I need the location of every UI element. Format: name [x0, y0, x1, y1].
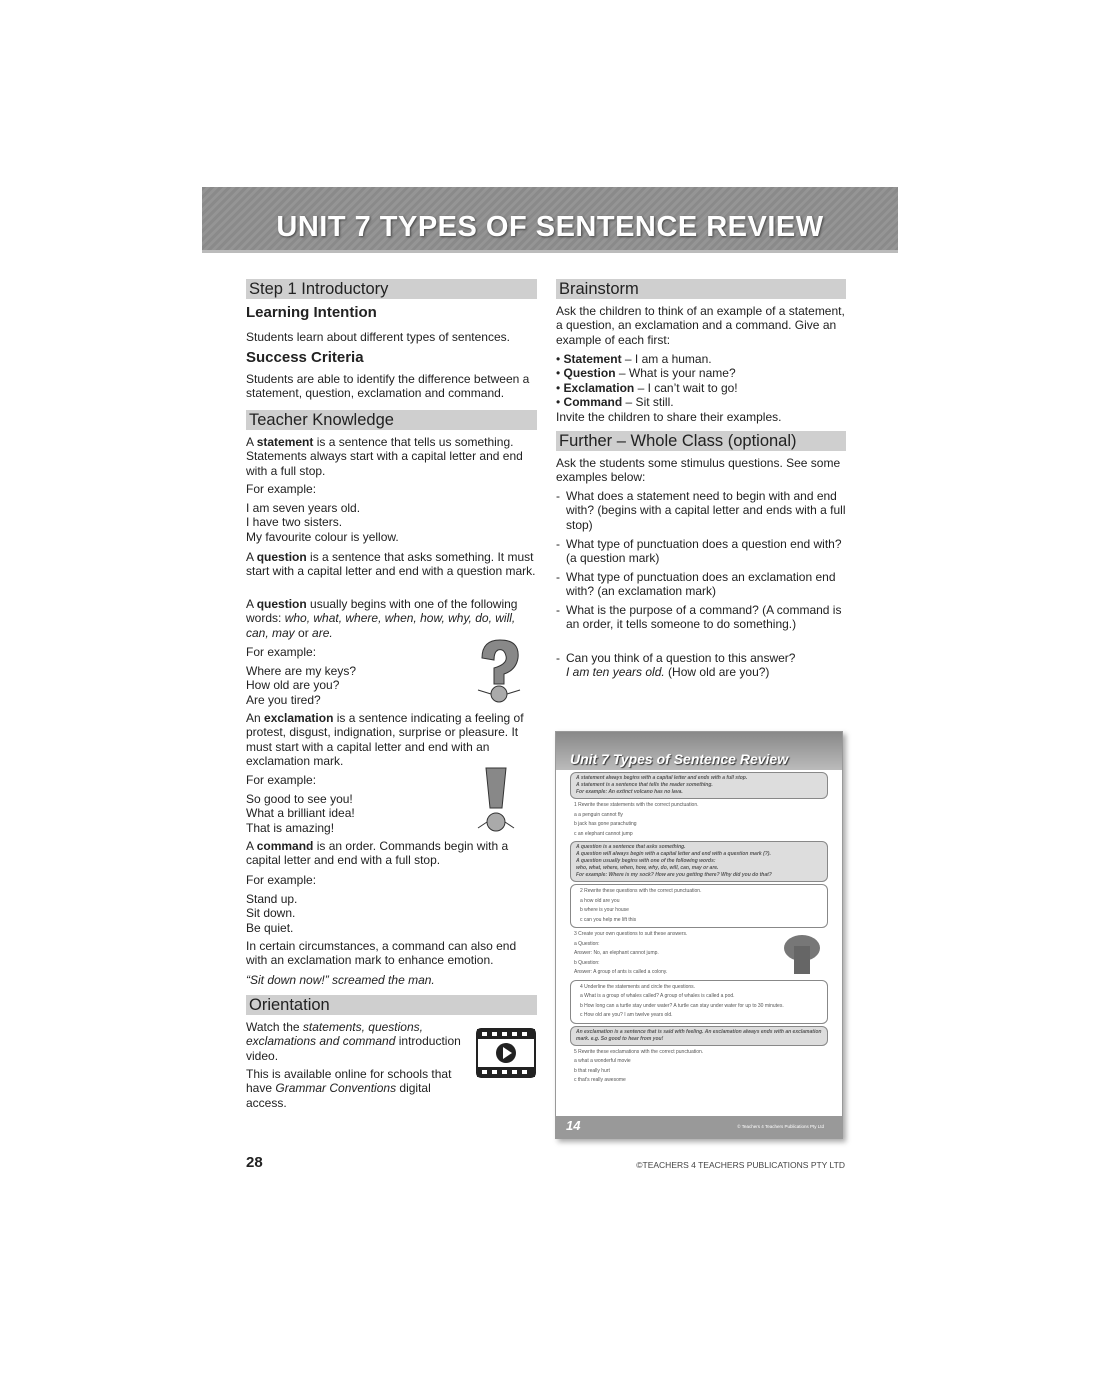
footer-copyright: ©TEACHERS 4 TEACHERS PUBLICATIONS PTY LTD [636, 1160, 845, 1170]
circumstances-text: In certain circumstances, a command can also end with an exclamation mark to enhance emotion. [246, 939, 517, 968]
watch-text: Watch the statements, questions, exclamations and command introduction video. [246, 1020, 461, 1063]
bullet-item: • Exclamation – I can’t wait to go! [556, 380, 738, 395]
exclamation-examples: So good to see you! What a brilliant idea! That is amazing! [246, 792, 355, 835]
exercise-item: b Question: [574, 959, 600, 966]
brainstorm-text: Ask the children to think of an example of a statement, a question, an exclamation and a command. Give an example of each first: [556, 304, 845, 347]
page-title: UNIT 7 TYPES OF SENTENCE REVIEW [276, 211, 824, 243]
elephant-icon [782, 932, 822, 976]
available-text: This is available online for schools that have Grammar Conventions digital access. [246, 1067, 452, 1110]
question-words: A question usually begins with one of the following words: who, what, where, when, how, why, do, will, can, may or are. [246, 597, 518, 640]
exercise-4-box: 4 Underline the statements and circle the questions. a What is a group of whales called? A group of whales is called a pod. b How long can a turtle stay under water? A turtle can stay under water for up to 30 minutes. c How old are you? I am twelve years old. [570, 980, 828, 1024]
statement-definition: A statement is a sentence that tells us something. Statements always start with a capital letter and end with a full stop. [246, 435, 523, 478]
learning-intention-text: Students learn about different types of sentences. [246, 330, 510, 344]
for-example-label: For example: [246, 773, 317, 787]
further-text: Ask the students some stimulus questions. See some examples below: [556, 456, 841, 485]
exercise-item: b that really hurt [574, 1067, 610, 1074]
dash-item: - What does a statement need to begin with and end with? (begins with a capital letter and ends with a full stop) [556, 489, 846, 532]
question-definition: A question is a sentence that asks something. It must start with a capital letter and end with a question mark. [246, 550, 536, 579]
exercise-3: 3 Create your own questions to suit these answers. [574, 931, 688, 937]
command-definition: A command is an order. Commands begin with a capital letter and end with a full stop. [246, 839, 509, 868]
exercise-5: 5 Rewrite these exclamations with the correct punctuation. [574, 1048, 704, 1055]
worksheet-thumbnail [555, 731, 843, 1139]
exercise-item: c an elephant cannot jump [574, 830, 633, 837]
bullet-item: • Question – What is your name? [556, 366, 736, 381]
for-example-label: For example: [246, 873, 317, 887]
for-example-label: For example: [246, 482, 317, 496]
video-play-icon[interactable] [476, 1028, 536, 1078]
exercise-item: Answer: No, an elephant cannot jump. [574, 950, 659, 956]
question-info-box: A question is a sentence that asks something. A question will always begin with a capital letter and end with a question mark (?). A question usually begins with one of the following words: who, what, where, when, how, why, do, will, can, may or are. For example: Where is my sock? How are you getting there? Why did you do that? [570, 841, 828, 882]
dash-item: - What type of punctuation does an exclamation end with? (an exclamation mark) [556, 570, 846, 599]
brainstorm-bullets: • Statement – I am a human. • Question – What is your name? • Exclamation – I can’t wait to go! • Command – Sit still. Invite the children to share their examples. [556, 352, 848, 424]
worksheet-footer: 14 © Teachers 4 Teachers Publications Pty Ltd [556, 1116, 842, 1138]
teacher-knowledge-heading: Teacher Knowledge [246, 410, 537, 430]
question-examples: Where are my keys? How old are you? Are you tired? [246, 664, 357, 707]
worksheet-title: Unit 7 Types of Sentence Review [570, 751, 789, 767]
question-mark-character-icon [474, 636, 526, 706]
exercise-item: c that's really awesome [574, 1077, 626, 1083]
bullet-item: • Statement – I am a human. [556, 352, 712, 366]
exercise-item: b jack has gone parachuting [574, 821, 637, 827]
exercise-item: a Question: [574, 940, 600, 947]
statement-info-box: A statement always begins with a capital letter and ends with a full stop. A statement is a sentence that tells the reader something. For example: An extinct volcano has no lava. [570, 772, 828, 799]
success-criteria-heading: Success Criteria [246, 349, 364, 366]
exercise-1: 1 Rewrite these statements with the correct punctuation. [574, 802, 699, 808]
exclamation-definition: An exclamation is a sentence indicating a feeling of protest, disgust, indignation, surprise or pleasure. It must start with a capital letter and end with an exclamation mark. [246, 711, 524, 769]
dash-item: - What is the purpose of a command? (A command is an order, it tells someone to do something.) [556, 603, 846, 632]
exclamation-info-box: An exclamation is a sentence that is said with feeling. An exclamation always ends with an exclamation mark. e.g. So good to hear from you! [570, 1026, 828, 1046]
dash-item: - What type of punctuation does a question end with? (a question mark) [556, 537, 846, 566]
exercise-2-box: 2 Rewrite these questions with the correct punctuation. a how old are you b where is your house c can you help me lift this [570, 884, 828, 928]
dash-item: - Can you think of a question to this answer? I am ten years old. (How old are you?) [556, 651, 846, 680]
further-heading: Further – Whole Class (optional) [556, 431, 846, 451]
exercise-item: Answer: A group of ants is called a colony. [574, 969, 668, 975]
statement-examples: I am seven years old. I have two sisters. My favourite colour is yellow. [246, 501, 399, 544]
step1-heading: Step 1 Introductory [246, 279, 537, 299]
orientation-heading: Orientation [246, 995, 537, 1015]
quote-text: “Sit down now!” screamed the man. [246, 973, 435, 987]
brainstorm-heading: Brainstorm [556, 279, 846, 299]
exclamation-mark-character-icon [476, 764, 516, 836]
exercise-item: a a penguin cannot fly [574, 811, 623, 818]
exercise-item: a what a wonderful movie [574, 1058, 631, 1064]
for-example-label: For example: [246, 645, 317, 659]
page-number: 28 [246, 1154, 263, 1171]
learning-intention-heading: Learning Intention [246, 304, 377, 321]
success-criteria-text: Students are able to identify the difference between a statement, question, exclamation and command. [246, 372, 530, 401]
bullet-item: • Command – Sit still. [556, 395, 674, 410]
unit-banner [202, 187, 898, 253]
command-examples: Stand up. Sit down. Be quiet. [246, 892, 298, 935]
